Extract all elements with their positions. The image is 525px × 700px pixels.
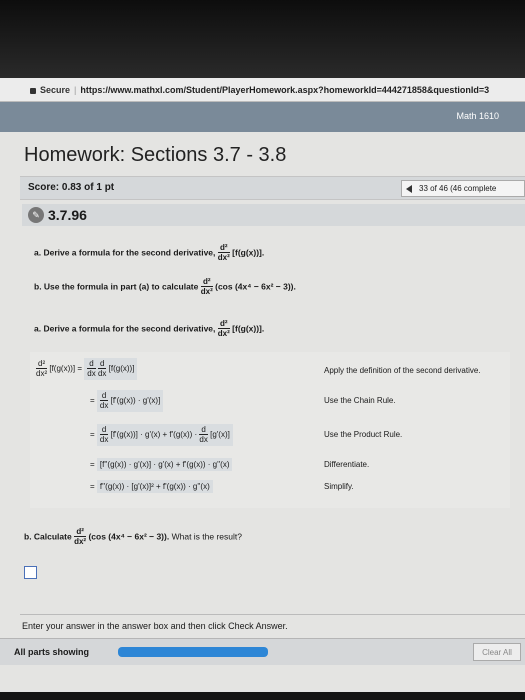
step-1-explanation: Apply the definition of the second derivative. (324, 366, 481, 375)
bottom-toolbar (0, 638, 525, 665)
frac-den: dx (99, 401, 109, 410)
lock-icon (30, 88, 36, 94)
score-text: Score: 0.83 of 1 pt (28, 182, 115, 193)
step-2-explanation: Use the Chain Rule. (324, 396, 396, 405)
step-4-explanation: Differentiate. (324, 460, 370, 469)
frac-den: dx² (217, 253, 230, 262)
step-5-box: f''(g(x)) · [g'(x)]² + f'(g(x)) · g''(x) (97, 480, 213, 493)
second-derivative-fraction (218, 320, 230, 338)
course-name: Math 1610 (456, 111, 499, 121)
frac-num: d (101, 425, 107, 434)
step-5-lhs: = (90, 482, 95, 491)
frac-den: dx (87, 369, 96, 378)
part-b-expression: (cos (4x⁴ − 6x² − 3)). (88, 531, 170, 542)
frac-num: d (99, 359, 105, 368)
frac-den: dx (99, 435, 109, 444)
secure-label: Secure (40, 84, 71, 95)
frac-den: dx (199, 435, 208, 444)
page-title: Homework: Sections 3.7 - 3.8 (24, 144, 287, 166)
frac-num: d (101, 391, 107, 400)
step-4 (90, 458, 232, 471)
frac-num: d² (38, 359, 46, 368)
part-a-repeat-text: a. Derive a formula for the second derivative, (34, 323, 216, 334)
question-count: 33 of 46 (46 complete (419, 184, 497, 193)
frac-num: d² (218, 320, 230, 329)
frac-den: dx (97, 369, 107, 378)
solution-steps (30, 352, 510, 508)
instruction-text: Enter your answer in the answer box and then click Check Answer. (20, 614, 525, 636)
step-1-box (84, 358, 137, 380)
frac-d (98, 360, 106, 378)
previous-arrow-icon[interactable] (406, 185, 412, 193)
part-a-prompt (34, 244, 264, 262)
separator: | (74, 84, 77, 95)
frac-num: d (89, 359, 94, 368)
step-5 (90, 480, 213, 493)
url-text[interactable]: https://www.mathxl.com/Student/PlayerHomework.aspx?homeworkId=444271858&questionId=3 (80, 84, 490, 95)
frac-d (87, 360, 95, 378)
frac-num: d² (201, 278, 213, 287)
step-5-explanation: Simplify. (324, 482, 354, 491)
part-b-text: b. Use the formula in part (a) to calculate (34, 281, 199, 292)
part-a-text: a. Derive a formula for the second derivative, (34, 247, 216, 258)
step-3-lhs: = (90, 430, 95, 440)
part-b-label: b. Calculate (24, 531, 72, 542)
frac-d2 (36, 360, 47, 378)
step-1 (36, 358, 137, 380)
step-2-lhs: = (90, 396, 95, 406)
step-3-rhs: [f'(g(x))] · g'(x) + f'(g(x)) · (110, 430, 198, 440)
device-bezel (0, 0, 525, 78)
course-header (0, 102, 525, 132)
frac-d (199, 426, 207, 444)
part-a-repeat-expr: [f(g(x))]. (232, 323, 265, 334)
frac-num: d² (218, 244, 230, 253)
part-a-heading (34, 320, 264, 338)
second-derivative-fraction (218, 244, 230, 262)
browser-address-bar[interactable] (0, 78, 525, 102)
part-b-prompt (34, 278, 296, 296)
step-3 (90, 424, 233, 446)
frac-den: dx² (217, 329, 230, 338)
step-2-rhs: [f'(g(x)) · g'(x)] (110, 396, 161, 406)
frac-den: dx² (74, 537, 87, 546)
parts-showing-label: All parts showing (14, 647, 90, 657)
frac-num: d (201, 425, 206, 434)
frac-num: d² (74, 528, 86, 537)
answer-input-box[interactable] (24, 566, 37, 579)
step-3-box (97, 424, 233, 446)
progress-bar (118, 647, 268, 657)
part-b-result-question: What is the result? (171, 531, 242, 542)
second-derivative-fraction (201, 278, 213, 296)
frac-den: dx² (200, 287, 213, 296)
progress-fill (118, 647, 268, 657)
question-navigator[interactable] (401, 180, 525, 197)
part-a-expr: [f(g(x))]. (232, 247, 265, 258)
second-derivative-fraction (74, 528, 86, 546)
frac-d (100, 392, 108, 410)
step-2-box (97, 390, 163, 412)
score-bar (20, 176, 525, 200)
frac-d (100, 426, 108, 444)
part-b-question (24, 528, 242, 546)
step-1-lhs: [f(g(x))] = (49, 364, 83, 374)
step-3-rhs2: [g'(x)] (210, 430, 230, 440)
step-4-lhs: = (90, 460, 95, 469)
homework-content (0, 132, 525, 692)
question-number: 3.7.96 (48, 207, 87, 223)
step-4-box: [f''(g(x)) · g'(x)] · g'(x) + f'(g(x)) · g''(x) (97, 458, 233, 471)
step-1-rhs: [f(g(x))] (108, 364, 135, 374)
clear-all-button[interactable]: Clear All (473, 643, 521, 661)
step-3-explanation: Use the Product Rule. (324, 430, 403, 439)
frac-den: dx² (36, 369, 48, 378)
question-header (22, 204, 525, 226)
question-status-icon: ✎ (28, 207, 44, 223)
step-2 (90, 390, 163, 412)
part-b-expr: (cos (4x⁴ − 6x² − 3)). (215, 281, 296, 292)
